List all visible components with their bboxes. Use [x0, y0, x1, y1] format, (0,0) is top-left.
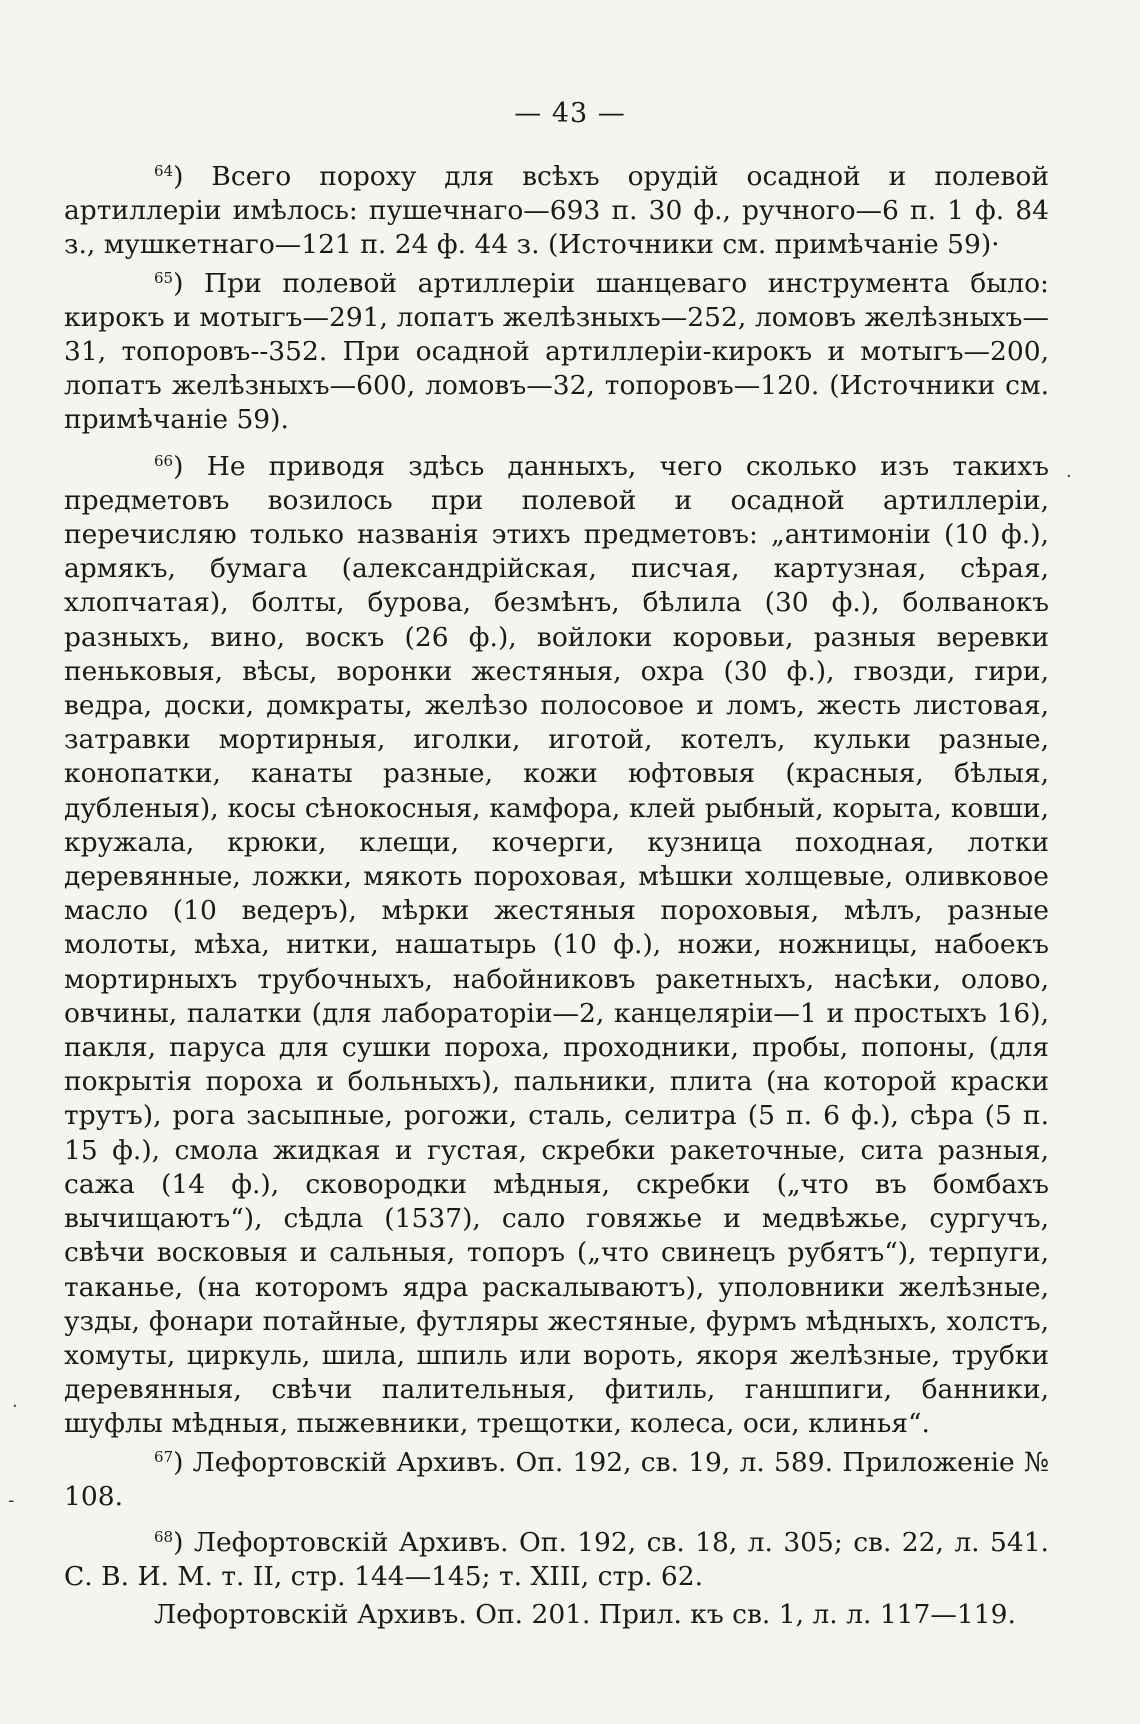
footnote-ref-bracket: ) [173, 1446, 184, 1478]
footnote-ref: 66 [154, 451, 174, 470]
footnote-ref-bracket: ) [173, 267, 184, 299]
footnote-text: Всего пороху для всѣхъ орудій осадной и полевой артиллеріи имѣлось: пушечнаго—693 п. 30 ф., ручного—6 п. 1 ф. 84 з., мушкетнаго—121 п. 24 ф. 44 з. (Источники см. примѣчаніе 59)· [64, 161, 1049, 261]
page-number: — 43 — [514, 98, 626, 129]
margin-speck: · [12, 1396, 18, 1417]
footnote-65 [64, 267, 1049, 438]
footnote-text: Лефортовскій Архивъ. Оп. 201. Прил. къ св. 1, л. л. 117—119. [154, 1599, 1016, 1631]
footnote-ref: 68 [154, 1527, 174, 1546]
footnote-text: Не приводя здѣсь данныхъ, чего сколько изъ такихъ предметовъ возилось при полевой и осадной артиллеріи, перечисляю только названія этихъ предметовъ: „антимоніи (10 ф.), армякъ, бумага (александрійская, писчая, картузная, сѣрая, хлопчатая), болты, бурова, безмѣнъ, бѣлила (30 ф.), болванокъ разныхъ, вино, воскъ (26 ф.), войлоки коровьи, разныя веревки пеньковыя, вѣсы, воронки жестяныя, охра (30 ф.), гвозди, гири, ведра, доски, домкраты, желѣзо полосовое и ломъ, жесть листовая, затравки мортирныя, иголки, иготой, котелъ, кульки разные, конопатки, канаты разные, кожи юфтовыя (красныя, бѣлыя, дубленыя), косы сѣнокосныя, камфора, клей рыбный, корыта, ковши, кружала, крюки, клещи, кочерги, кузница походная, лотки деревянные, ложки, мякоть пороховая, мѣшки холщевые, оливковое масло (10 ведеръ), мѣрки жестяныя пороховыя, мѣлъ, разные молоты, мѣха, нитки, нашатырь (10 ф.), ножи, ножницы, набоекъ мортирныхъ трубочныхъ, набойниковъ ракетныхъ, насѣки, олово, овчины, палатки (для лабораторіи—2, канцеляріи—1 и простыхъ 16), пакля, паруса для сушки пороха, проходники, пробы, попоны, (для покрытія пороха и больныхъ), пальники, плита (на которой краски трутъ), рога засыпные, рогожи, сталь, селитра (5 п. 6 ф.), сѣра (5 п. 15 ф.), смола жидкая и густая, скребки ракеточные, сита разныя, сажа (14 ф.), сковородки мѣдныя, скребки („что въ бомбахъ вычищаютъ“), сѣдла (1537), сало говяжье и медвѣжье, сургучъ, свѣчи восковыя и сальныя, топоръ („что свинецъ рубятъ“), терпуги, таканье, (на которомъ ядра раскалываютъ), уполовники желѣзные, узды, фонари потайные, футляры жестяные, фурмъ мѣдныхъ, холстъ, хомуты, циркуль, шила, шпиль или вороть, якоря желѣзные, трубки деревянныя, свѣчи палительныя, фитиль, ганшпиги, банники, шуфлы мѣдныя, пыжевники, трещотки, колеса, оси, клинья“. [64, 450, 1049, 1440]
footnote-66 [64, 450, 1049, 1442]
footnote-64 [64, 160, 1049, 263]
footnote-ref-bracket: ) [173, 450, 184, 482]
footnote-ref: 64 [154, 162, 174, 180]
footnote-ref: 67 [154, 1447, 174, 1466]
margin-speck: - [8, 1490, 15, 1511]
footnote-68-continuation [64, 1598, 1049, 1632]
footnote-text: Лефортовскій Архивъ. Оп. 192, св. 19, л. 589. Приложеніе № 108. [64, 1446, 1049, 1512]
footnote-ref-bracket: ) [173, 1526, 184, 1558]
footnote-ref: 65 [154, 268, 174, 287]
footnote-text: Лефортовскій Архивъ. Оп. 192, св. 18, л. 305; св. 22, л. 541. С. В. И. М. т. II, стр. 144—145; т. XIII, стр. 62. [64, 1526, 1049, 1593]
footnote-67 [64, 1446, 1049, 1514]
footnote-text: При полевой артиллеріи шанцеваго инструмента было: кирокъ и мотыгъ—291, лопатъ желѣзныхъ—252, ломовъ желѣзныхъ—31, топоровъ--352. При осадной артиллеріи-кирокъ и мотыгъ—200, лопатъ желѣзныхъ—600, ломовъ—32, топоровъ—120. (Источники см. примѣчаніе 59). [64, 267, 1049, 436]
margin-speck: · [1066, 466, 1072, 487]
footnotes-block [64, 160, 1049, 1633]
footnote-ref-bracket: ) [173, 161, 184, 192]
footnote-68 [64, 1526, 1049, 1594]
